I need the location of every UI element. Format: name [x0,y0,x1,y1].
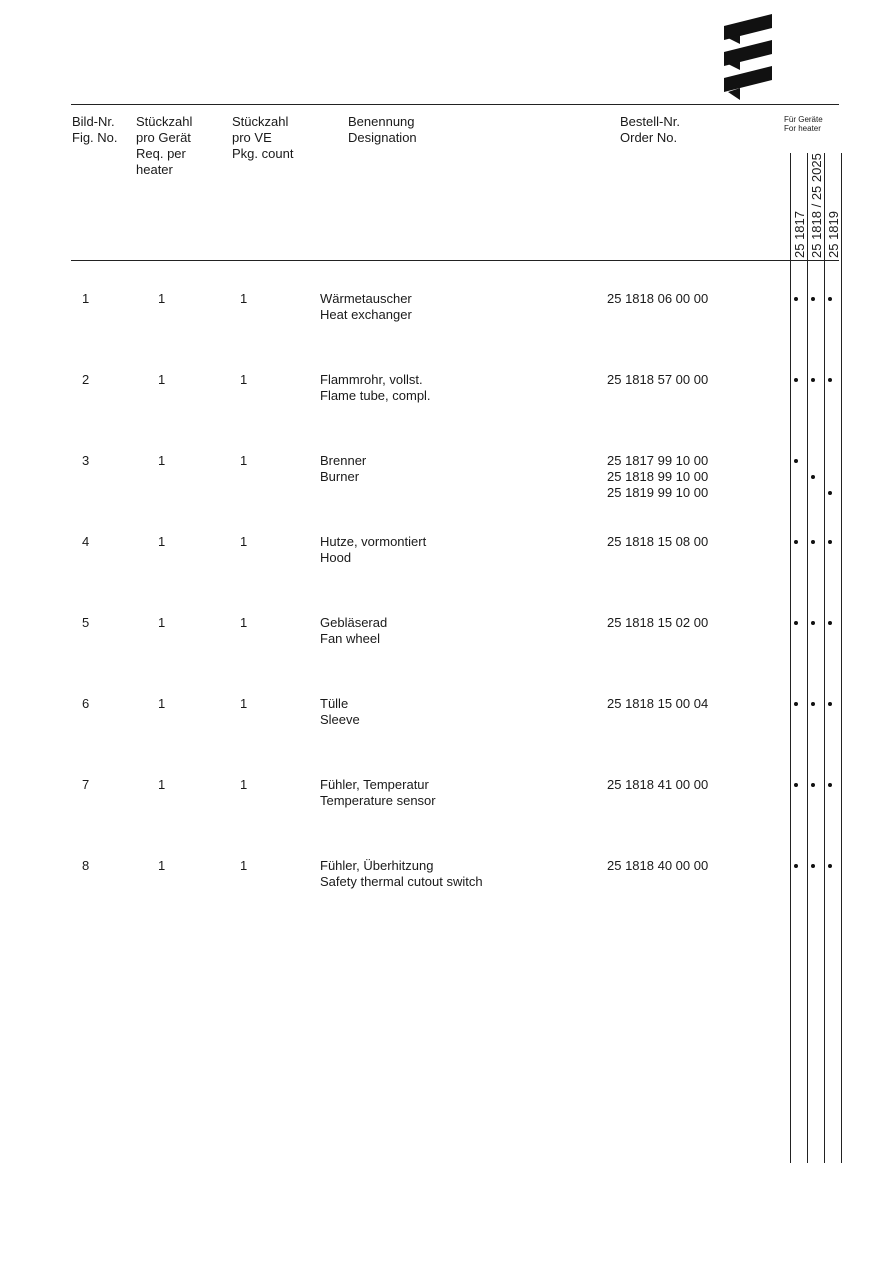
part-req-qty: 1 [158,372,166,387]
col-header-designation [348,114,417,146]
fitment-dot [811,621,815,625]
part-pkg-qty: 1 [240,453,248,468]
part-name-de: Tülle [320,696,349,711]
part-pkg-qty: 1 [240,777,248,792]
fitment-dot [794,540,798,544]
col-header-order-no-de: Bestell-Nr. [620,114,680,129]
col-header-fig-no-de: Bild-Nr. [72,114,115,129]
part-order-no: 25 1818 06 00 00 [607,291,709,306]
fitment-dot [828,702,832,706]
col-header-req-per-heater [136,114,192,178]
fitment-dot [828,297,832,301]
fitment-dot [828,864,832,868]
part-fig-no: 7 [82,777,90,792]
fitment-dot [828,783,832,787]
part-name-en: Hood [320,550,352,565]
model-label-25-1817: 25 1817 [792,211,807,258]
part-order-no: 25 1818 99 10 00 [607,469,709,484]
part-name-de: Fühler, Überhitzung [320,858,434,873]
fitment-dot [811,540,815,544]
part-name-de: Gebläserad [320,615,388,630]
part-order-no: 25 1818 57 00 00 [607,372,709,387]
part-order-no: 25 1818 41 00 00 [607,777,709,792]
top-rule [71,104,839,105]
model-col-line-2 [807,153,808,1163]
part-order-no: 25 1818 40 00 00 [607,858,709,873]
part-pkg-qty: 1 [240,615,248,630]
part-order-no: 25 1818 15 02 00 [607,615,709,630]
col-header-for-heater [784,115,823,133]
col-header-pkg-line-2: pro VE [232,130,272,145]
fitment-dot [828,378,832,382]
part-name-en: Flame tube, compl. [320,388,431,403]
fitment-dot [794,378,798,382]
part-pkg-qty: 1 [240,858,248,873]
part-fig-no: 6 [82,696,90,711]
part-fig-no: 1 [82,291,90,306]
part-name-de: Wärmetauscher [320,291,412,306]
brand-logo-graphic [722,12,774,102]
part-req-qty: 1 [158,291,166,306]
col-header-designation-de: Benennung [348,114,415,129]
part-req-qty: 1 [158,534,166,549]
part-req-qty: 1 [158,615,166,630]
fitment-dot [794,783,798,787]
col-header-req-line-3: Req. per [136,146,186,161]
for-heater-de: Für Geräte [784,115,823,124]
model-label-25-1819: 25 1819 [826,211,841,258]
part-name-en: Heat exchanger [320,307,412,322]
part-fig-no: 8 [82,858,90,873]
fitment-dot [811,864,815,868]
part-order-no: 25 1818 15 08 00 [607,534,709,549]
part-name-en: Safety thermal cutout switch [320,874,483,889]
part-name-de: Brenner [320,453,367,468]
model-label-25-1818-25-2025: 25 1818 / 25 2025 [809,153,824,258]
fitment-dot [794,297,798,301]
part-req-qty: 1 [158,858,166,873]
part-name-en: Sleeve [320,712,360,727]
part-pkg-qty: 1 [240,696,248,711]
fitment-dot [811,475,815,479]
fitment-dot [811,297,815,301]
col-header-pkg-line-1: Stückzahl [232,114,289,129]
part-name-en: Temperature sensor [320,793,436,808]
part-pkg-qty: 1 [240,291,248,306]
part-pkg-qty: 1 [240,534,248,549]
header-bottom-rule [71,260,839,261]
col-header-designation-en: Designation [348,130,417,145]
fitment-dot [828,491,832,495]
part-pkg-qty: 1 [240,372,248,387]
col-header-order-no-en: Order No. [620,130,678,145]
fitment-dot [828,621,832,625]
for-heater-en: For heater [784,124,821,133]
col-header-req-line-1: Stückzahl [136,114,193,129]
col-header-pkg-line-3: Pkg. count [232,146,294,161]
part-order-no: 25 1818 15 00 04 [607,696,709,711]
fitment-dot [794,459,798,463]
col-header-pkg-count [232,114,293,162]
part-name-en: Burner [320,469,360,484]
part-order-no: 25 1819 99 10 00 [607,485,709,500]
fitment-dot [794,864,798,868]
col-header-fig-no-en: Fig. No. [72,130,118,145]
model-col-line-1 [790,153,791,1163]
part-req-qty: 1 [158,453,166,468]
part-order-no: 25 1817 99 10 00 [607,453,709,468]
fitment-dot [828,540,832,544]
col-header-order-no [620,114,680,146]
fitment-dot [811,702,815,706]
part-name-de: Flammrohr, vollst. [320,372,423,387]
brand-logo [722,12,774,102]
fitment-dot [794,702,798,706]
part-fig-no: 3 [82,453,90,468]
model-col-line-4 [841,153,842,1163]
part-name-de: Hutze, vormontiert [320,534,427,549]
col-header-fig-no [72,114,118,146]
model-col-line-3 [824,153,825,1163]
fitment-dot [794,621,798,625]
part-fig-no: 4 [82,534,90,549]
part-req-qty: 1 [158,777,166,792]
part-fig-no: 5 [82,615,90,630]
part-fig-no: 2 [82,372,90,387]
col-header-req-line-4: heater [136,162,173,177]
fitment-dot [811,378,815,382]
part-name-en: Fan wheel [320,631,380,646]
part-req-qty: 1 [158,696,166,711]
fitment-dot [811,783,815,787]
col-header-req-line-2: pro Gerät [136,130,191,145]
part-name-de: Fühler, Temperatur [320,777,429,792]
